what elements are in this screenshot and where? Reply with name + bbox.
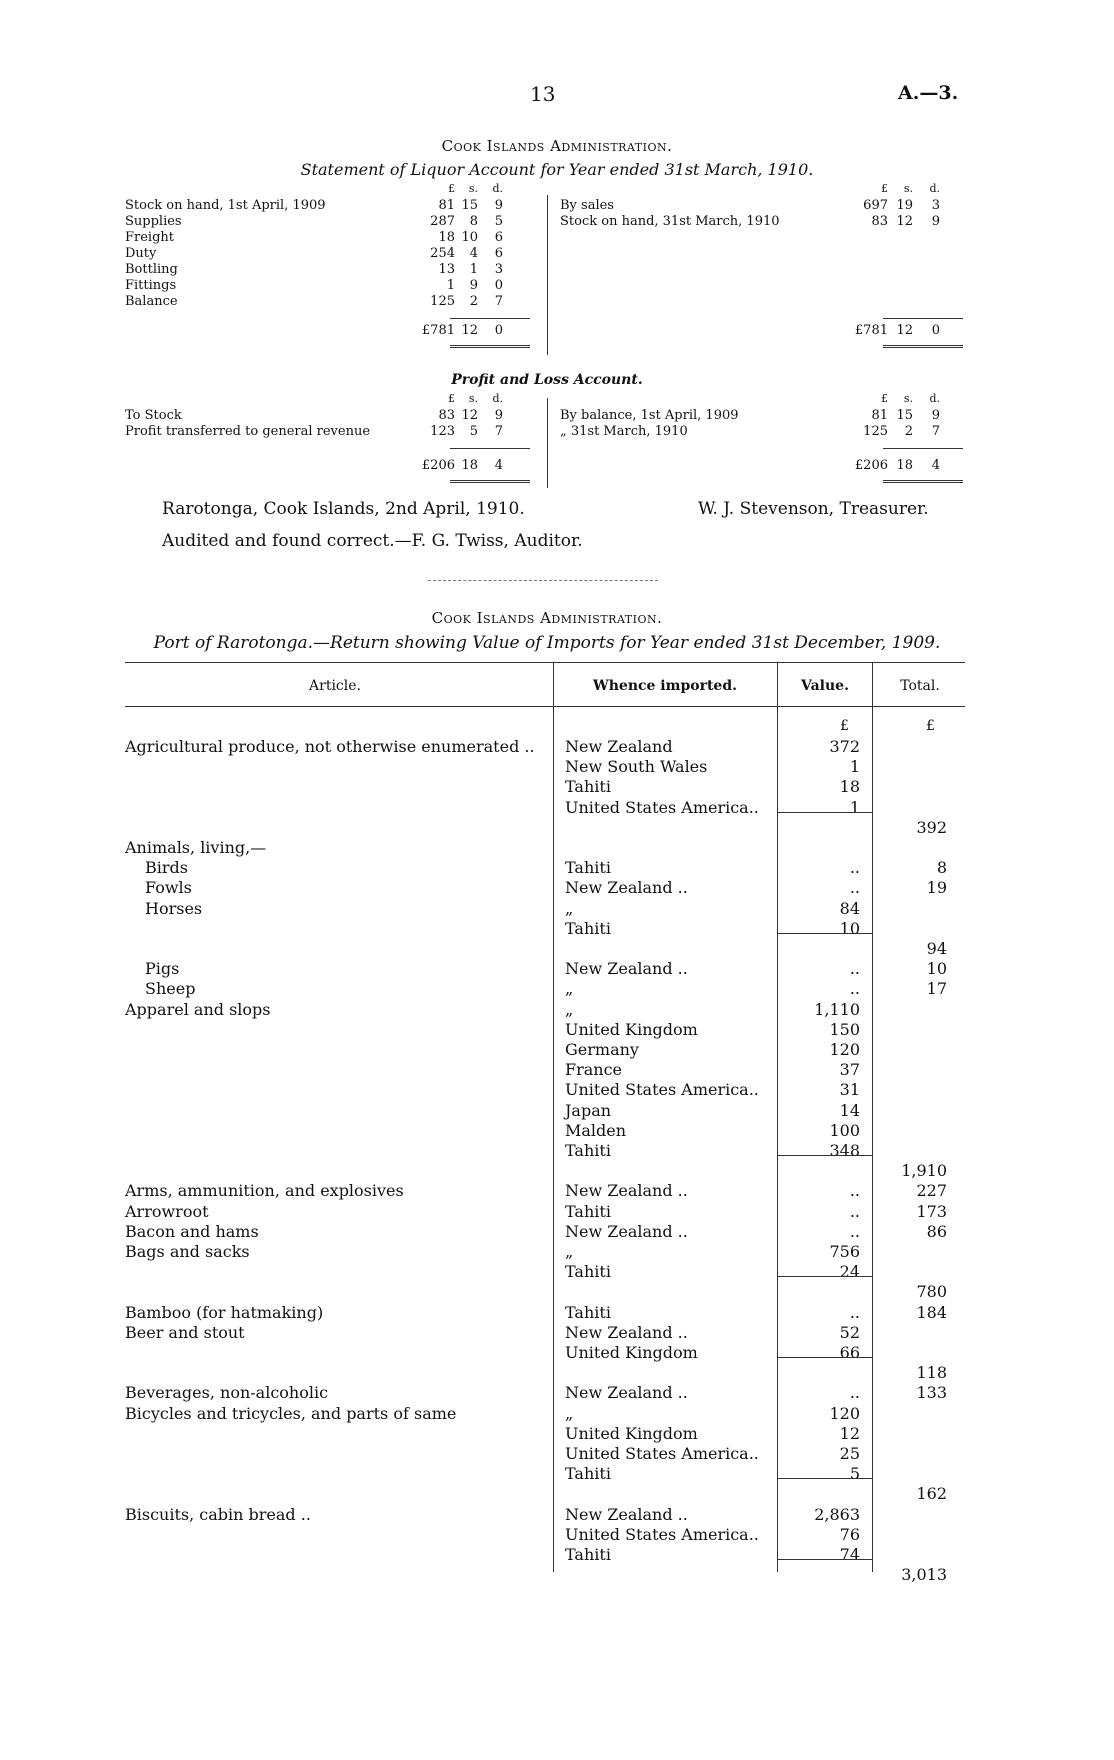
import-value: 100 <box>829 1121 860 1140</box>
money-header-s: s. <box>903 182 913 195</box>
import-value: 25 <box>839 1444 860 1463</box>
pl-credit-pounds: 81 <box>871 408 888 423</box>
liquor-statement-title: Statement of Liquor Account for Year ended 31st March, 1910. <box>300 160 814 179</box>
liquor-debit-pounds: 18 <box>438 230 455 245</box>
import-total: 162 <box>916 1484 947 1503</box>
audit-statement: Audited and found correct.—F. G. Twiss, Auditor. <box>162 531 583 551</box>
import-article: Biscuits, cabin bread .. <box>125 1505 311 1524</box>
pl-credit-total-underline <box>883 480 963 483</box>
liquor-debit-shillings: 8 <box>469 214 478 229</box>
liquor-debit-pounds: 13 <box>438 262 455 277</box>
import-article: Agricultural produce, not otherwise enumerated .. <box>125 737 535 756</box>
money-header-l: £ <box>881 182 888 195</box>
import-whence: Tahiti <box>565 858 611 877</box>
import-whence: New Zealand .. <box>565 878 688 897</box>
import-whence: New Zealand .. <box>565 1505 688 1524</box>
import-value: 37 <box>839 1060 860 1079</box>
import-whence: „ <box>565 1000 574 1019</box>
liquor-total-pence: 0 <box>931 323 940 338</box>
import-whence: „ <box>565 899 574 918</box>
imports-title: Port of Rarotonga.—Return showing Value of Imports for Year ended 31st December, 1909. <box>153 633 941 653</box>
treasurer-signature: W. J. Stevenson, Treasurer. <box>698 499 929 519</box>
import-value: 74 <box>839 1545 860 1564</box>
pl-credit-label: „ 31st March, 1910 <box>560 424 688 439</box>
pl-total-pounds: £206 <box>421 458 455 473</box>
pl-total-shillings: 18 <box>461 458 478 473</box>
import-value: 24 <box>839 1262 860 1281</box>
import-whence: New Zealand .. <box>565 1323 688 1342</box>
liquor-debit-label: Duty <box>125 246 157 261</box>
import-whence: United States America.. <box>565 1080 759 1099</box>
import-value: 348 <box>829 1141 860 1160</box>
money-header-d: d. <box>929 182 940 195</box>
liquor-credit-shillings: 19 <box>896 198 913 213</box>
liquor-debit-pence: 9 <box>494 198 503 213</box>
col-header-article: Article. <box>309 678 361 694</box>
import-whence: Tahiti <box>565 1303 611 1322</box>
import-whence: New Zealand .. <box>565 1222 688 1241</box>
import-article: Arrowroot <box>125 1202 209 1221</box>
liquor-divider <box>547 195 548 355</box>
import-article: Beverages, non-alcoholic <box>125 1383 329 1402</box>
imports-org-title: Cook Islands Administration. <box>431 609 663 627</box>
import-total: 3,013 <box>901 1565 947 1584</box>
import-subtotal-rule <box>777 1357 872 1358</box>
pl-debit-label: Profit transferred to general revenue <box>125 424 371 439</box>
import-article: Pigs <box>145 959 180 978</box>
liquor-debit-shillings: 10 <box>461 230 478 245</box>
liquor-debit-total-rule <box>450 318 530 319</box>
import-value: 14 <box>839 1101 860 1120</box>
import-whence: „ <box>565 1404 574 1423</box>
import-value: 756 <box>829 1242 860 1261</box>
col-header-total: Total. <box>900 678 940 694</box>
liquor-debit-pence: 5 <box>494 214 503 229</box>
import-total: 17 <box>926 979 947 998</box>
imports-top-rule <box>125 662 965 663</box>
liquor-credit-pounds: 83 <box>871 214 888 229</box>
pl-debit-shillings: 12 <box>461 408 478 423</box>
liquor-org-title: Cook Islands Administration. <box>441 137 673 155</box>
liquor-debit-pounds: 81 <box>438 198 455 213</box>
liquor-debit-shillings: 9 <box>469 278 478 293</box>
import-article: Horses <box>145 899 203 918</box>
import-whence: Tahiti <box>565 919 611 938</box>
import-whence: United States America.. <box>565 1444 759 1463</box>
import-total: 780 <box>916 1282 947 1301</box>
import-total: 94 <box>926 939 947 958</box>
pl-debit-pounds: 123 <box>430 424 455 439</box>
pl-title: Profit and Loss Account. <box>451 372 643 388</box>
import-subtotal-rule <box>777 1478 872 1479</box>
liquor-total-pounds: £781 <box>854 323 888 338</box>
liquor-total-pounds: £781 <box>421 323 455 338</box>
import-article: Fowls <box>145 878 192 897</box>
import-whence: United States America.. <box>565 798 759 817</box>
liquor-debit-pence: 6 <box>494 230 503 245</box>
import-article: Arms, ammunition, and explosives <box>125 1181 404 1200</box>
import-article: Bamboo (for hatmaking) <box>125 1303 324 1322</box>
import-total: 227 <box>916 1181 947 1200</box>
liquor-credit-label: Stock on hand, 31st March, 1910 <box>560 214 780 229</box>
import-value: 120 <box>829 1040 860 1059</box>
liquor-credit-label: By sales <box>560 198 614 213</box>
pl-money-header-d: d. <box>929 392 940 405</box>
liquor-credit-shillings: 12 <box>896 214 913 229</box>
import-value: .. <box>849 1383 860 1402</box>
import-value: 120 <box>829 1404 860 1423</box>
import-total: 173 <box>916 1202 947 1221</box>
import-whence: Tahiti <box>565 1262 611 1281</box>
import-value: 2,863 <box>814 1505 860 1524</box>
liquor-debit-pence: 0 <box>494 278 503 293</box>
pl-debit-total-rule <box>450 448 530 449</box>
import-total: 86 <box>926 1222 947 1241</box>
import-article: Bags and sacks <box>125 1242 250 1261</box>
import-total: 133 <box>916 1383 947 1402</box>
liquor-debit-pounds: 1 <box>446 278 455 293</box>
imports-header-rule <box>125 706 965 707</box>
liquor-credit-total-rule <box>883 318 963 319</box>
liquor-debit-label: Supplies <box>125 214 182 229</box>
pl-credit-pence: 7 <box>931 424 940 439</box>
pl-credit-label: By balance, 1st April, 1909 <box>560 408 739 423</box>
liquor-debit-label: Bottling <box>125 262 178 277</box>
place-date: Rarotonga, Cook Islands, 2nd April, 1910. <box>162 499 525 519</box>
import-whence: United States America.. <box>565 1525 759 1544</box>
import-value: .. <box>849 959 860 978</box>
liquor-credit-pounds: 697 <box>863 198 888 213</box>
liquor-total-shillings: 12 <box>896 323 913 338</box>
pl-money-header-s: s. <box>903 392 913 405</box>
liquor-debit-pounds: 287 <box>430 214 455 229</box>
import-whence: United Kingdom <box>565 1343 698 1362</box>
liquor-debit-pounds: 125 <box>430 294 455 309</box>
import-whence: Tahiti <box>565 777 611 796</box>
page-number: 13 <box>530 82 556 106</box>
import-value: .. <box>849 1181 860 1200</box>
import-whence: France <box>565 1060 623 1079</box>
pl-total-pence: 4 <box>931 458 940 473</box>
liquor-debit-shillings: 15 <box>461 198 478 213</box>
import-article: Beer and stout <box>125 1323 245 1342</box>
import-value: 31 <box>839 1080 860 1099</box>
import-value: 76 <box>839 1525 860 1544</box>
money-header-d: d. <box>492 182 503 195</box>
liquor-debit-shillings: 2 <box>469 294 478 309</box>
import-value: 1,110 <box>814 1000 860 1019</box>
import-total: 1,910 <box>901 1161 947 1180</box>
import-value: 52 <box>839 1323 860 1342</box>
liquor-debit-pence: 6 <box>494 246 503 261</box>
liquor-debit-label: Freight <box>125 230 175 245</box>
import-value: 18 <box>839 777 860 796</box>
money-header-l: £ <box>448 182 455 195</box>
import-value: .. <box>849 1303 860 1322</box>
import-subtotal-rule <box>777 933 872 934</box>
import-whence: United Kingdom <box>565 1020 698 1039</box>
pl-total-shillings: 18 <box>896 458 913 473</box>
col-header-whence: Whence imported. <box>593 678 737 694</box>
import-value: 372 <box>829 737 860 756</box>
liquor-debit-shillings: 4 <box>469 246 478 261</box>
import-whence: Tahiti <box>565 1141 611 1160</box>
import-total: 118 <box>916 1363 947 1382</box>
liquor-total-pence: 0 <box>494 323 503 338</box>
liquor-debit-label: Balance <box>125 294 178 309</box>
import-value: .. <box>849 878 860 897</box>
import-whence: „ <box>565 1242 574 1261</box>
import-value: 12 <box>839 1424 860 1443</box>
import-total: 8 <box>936 858 947 877</box>
doc-reference: A.—3. <box>898 82 959 104</box>
import-value: 66 <box>839 1343 860 1362</box>
import-subtotal-rule <box>777 812 872 813</box>
import-value: 1 <box>849 757 860 776</box>
import-total: 184 <box>916 1303 947 1322</box>
pl-divider <box>547 398 548 488</box>
import-value: 10 <box>839 919 860 938</box>
import-whence: New Zealand .. <box>565 1181 688 1200</box>
pl-debit-label: To Stock <box>125 408 182 423</box>
pl-total-pence: 4 <box>494 458 503 473</box>
import-article: Apparel and slops <box>125 1000 271 1019</box>
import-whence: United Kingdom <box>565 1424 698 1443</box>
pl-credit-shillings: 15 <box>896 408 913 423</box>
import-value: .. <box>849 1202 860 1221</box>
import-whence: Tahiti <box>565 1464 611 1483</box>
pl-debit-total-underline <box>450 480 530 483</box>
pl-debit-pence: 7 <box>494 424 503 439</box>
pl-credit-pounds: 125 <box>863 424 888 439</box>
liquor-debit-pence: 7 <box>494 294 503 309</box>
imports-col-divider-3 <box>872 662 873 1572</box>
pl-money-header-d: d. <box>492 392 503 405</box>
import-whence: Germany <box>565 1040 639 1059</box>
import-total: 10 <box>926 959 947 978</box>
import-article: Animals, living,— <box>125 838 267 857</box>
pl-credit-shillings: 2 <box>904 424 913 439</box>
import-value: .. <box>849 1222 860 1241</box>
import-subtotal-rule <box>777 1155 872 1156</box>
import-subtotal-rule <box>777 1276 872 1277</box>
pl-money-header-l: £ <box>448 392 455 405</box>
liquor-debit-shillings: 1 <box>469 262 478 277</box>
import-article: Bacon and hams <box>125 1222 259 1241</box>
liquor-credit-total-underline <box>883 345 963 348</box>
pl-credit-total-rule <box>883 448 963 449</box>
import-whence: New South Wales <box>565 757 708 776</box>
import-whence: New Zealand .. <box>565 1383 688 1402</box>
pl-total-pounds: £206 <box>854 458 888 473</box>
pl-debit-shillings: 5 <box>469 424 478 439</box>
import-article: Birds <box>145 858 188 877</box>
liquor-debit-pence: 3 <box>494 262 503 277</box>
liquor-total-shillings: 12 <box>461 323 478 338</box>
import-whence: Tahiti <box>565 1202 611 1221</box>
import-value: .. <box>849 979 860 998</box>
import-value: 1 <box>849 798 860 817</box>
pl-credit-pence: 9 <box>931 408 940 423</box>
liquor-debit-total-underline <box>450 345 530 348</box>
liquor-credit-pence: 9 <box>931 214 940 229</box>
import-article: Bicycles and tricycles, and parts of same <box>125 1404 457 1423</box>
import-whence: Malden <box>565 1121 627 1140</box>
import-whence: „ <box>565 979 574 998</box>
col-header-value: Value. <box>801 678 849 694</box>
import-value: 150 <box>829 1020 860 1039</box>
import-whence: New Zealand .. <box>565 959 688 978</box>
liquor-debit-label: Fittings <box>125 278 177 293</box>
pl-money-header-l: £ <box>881 392 888 405</box>
section-separator <box>428 580 658 581</box>
pl-debit-pounds: 83 <box>438 408 455 423</box>
total-currency: £ <box>926 718 935 734</box>
import-value: .. <box>849 858 860 877</box>
liquor-debit-pounds: 254 <box>430 246 455 261</box>
pl-money-header-s: s. <box>468 392 478 405</box>
import-whence: New Zealand <box>565 737 673 756</box>
pl-debit-pence: 9 <box>494 408 503 423</box>
import-total: 392 <box>916 818 947 837</box>
liquor-debit-label: Stock on hand, 1st April, 1909 <box>125 198 326 213</box>
import-value: 5 <box>849 1464 860 1483</box>
import-subtotal-rule <box>777 1559 872 1560</box>
import-whence: Tahiti <box>565 1545 611 1564</box>
imports-col-divider-2 <box>777 662 778 1572</box>
liquor-credit-pence: 3 <box>931 198 940 213</box>
value-currency: £ <box>840 718 849 734</box>
money-header-s: s. <box>468 182 478 195</box>
imports-col-divider-1 <box>553 662 554 1572</box>
import-whence: Japan <box>565 1101 612 1120</box>
import-article: Sheep <box>145 979 196 998</box>
import-value: 84 <box>839 899 860 918</box>
import-total: 19 <box>926 878 947 897</box>
